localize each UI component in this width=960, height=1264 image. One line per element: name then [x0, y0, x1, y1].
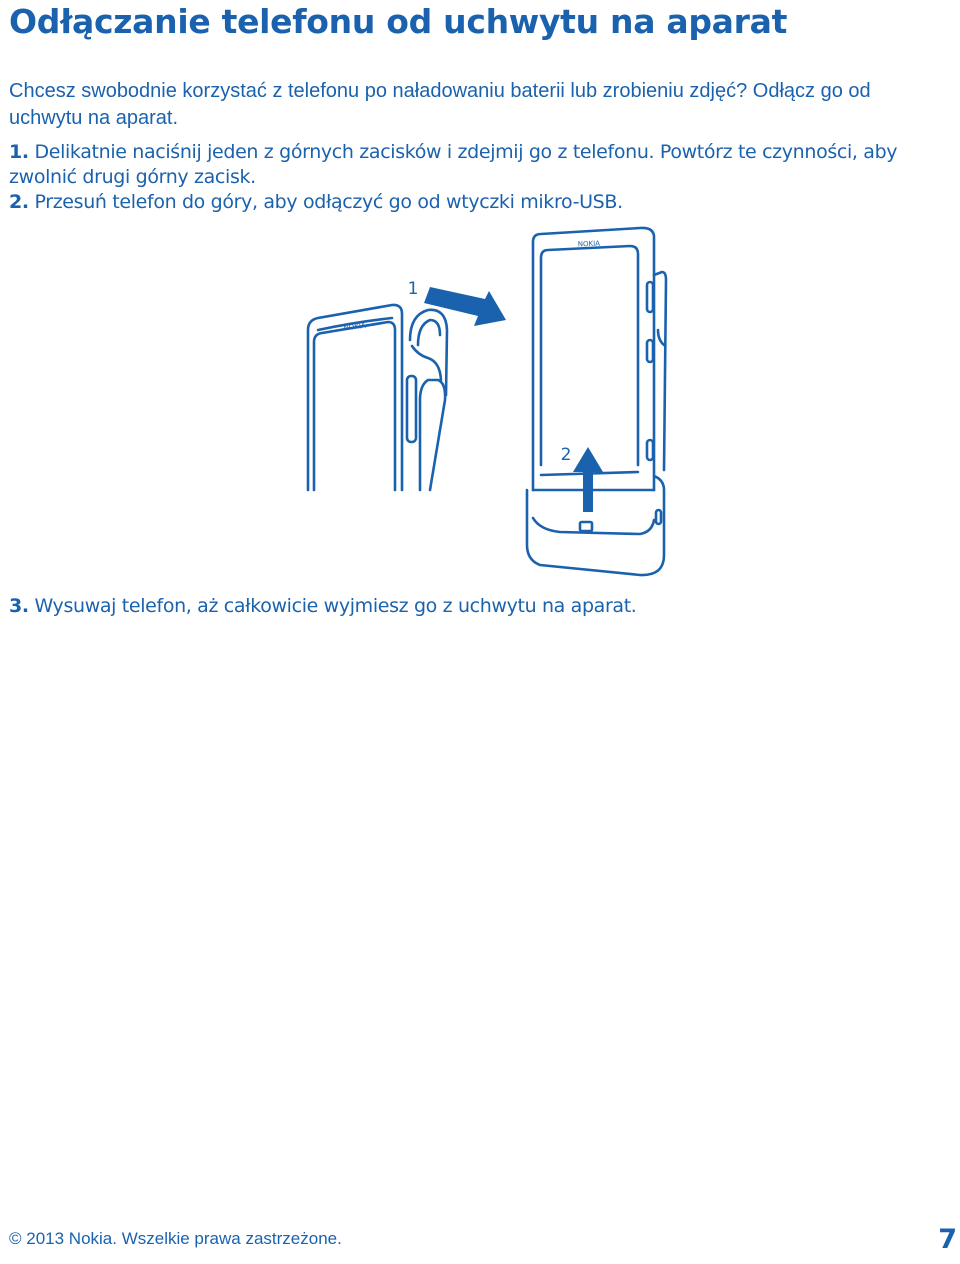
step-3-number: 3. — [9, 595, 29, 617]
step-1-text: Delikatnie naciśnij jeden z górnych zacisków i zdejmij go z telefonu. Powtórz te czynności, aby zwolnić drugi górny zacisk. — [9, 141, 898, 188]
page-title: Odłączanie telefonu od uchwytu na aparat — [9, 2, 788, 41]
right-phone-drawing — [533, 228, 654, 490]
step-3-text: Wysuwaj telefon, aż całkowicie wyjmiesz go z uchwytu na aparat. — [34, 595, 637, 617]
footer-copyright: © 2013 Nokia. Wszelkie prawa zastrzeżone. — [9, 1229, 342, 1248]
step-3 — [9, 594, 944, 619]
left-phone-drawing — [308, 305, 416, 490]
intro-paragraph: Chcesz swobodnie korzystać z telefonu po naładowaniu baterii lub zrobieniu zdjęć? Odłącz go od uchwytu na aparat. — [9, 80, 871, 129]
step-2 — [9, 190, 944, 215]
page-number: 7 — [938, 1224, 957, 1255]
arrow-1-icon — [424, 287, 506, 326]
dock-base-drawing — [527, 476, 664, 575]
steps-list — [9, 140, 944, 215]
left-brand-label: NOKIA — [343, 321, 367, 333]
step2-marker: 2 — [560, 445, 572, 465]
step-2-text: Przesuń telefon do góry, aby odłączyć go od wtyczki mikro-USB. — [34, 191, 623, 213]
phone-removal-illustration — [300, 225, 670, 585]
step-1-number: 1. — [9, 141, 29, 163]
right-brand-label: NOKIA — [577, 239, 601, 249]
arrow-2-icon — [573, 447, 603, 512]
step-2-number: 2. — [9, 191, 29, 213]
right-clip-drawing — [654, 272, 666, 470]
step-1 — [9, 140, 944, 190]
step1-marker: 1 — [407, 279, 419, 299]
